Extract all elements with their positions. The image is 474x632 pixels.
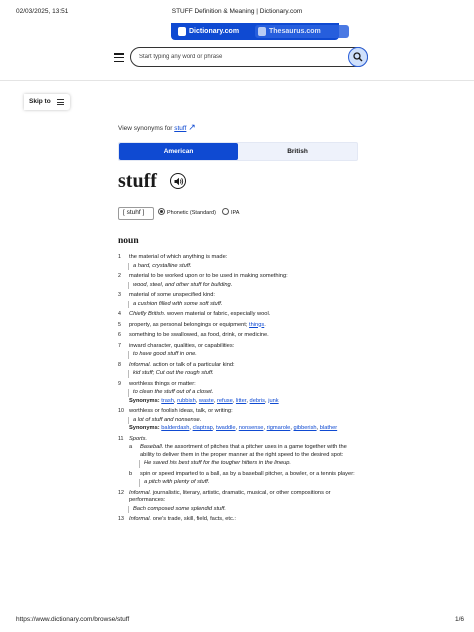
definition-text: property, as personal belongings or equipment; <box>129 321 250 328</box>
definition-punct: . <box>264 321 266 328</box>
definition-number: 9 <box>118 380 121 387</box>
print-footer <box>0 612 474 632</box>
definition-number: 8 <box>118 361 121 368</box>
definition-text: worthless things or matter: <box>129 380 196 387</box>
definition-body <box>129 362 358 378</box>
example-sentence: wood, steel, and other stuff for building. <box>128 282 358 290</box>
synonyms-row <box>129 398 358 406</box>
tab-thesaurus[interactable] <box>255 25 349 38</box>
synonyms-row <box>129 425 358 433</box>
example-sentence: kid stuff; Cut out the rough stuff. <box>128 370 358 378</box>
definition-number: 7 <box>118 342 121 349</box>
definition-item <box>118 292 358 308</box>
external-arrow-icon: ↗ <box>188 122 196 132</box>
synonym-link[interactable]: rigmarole <box>266 425 291 431</box>
search-button[interactable] <box>348 47 368 67</box>
definition-number: 11 <box>118 435 124 442</box>
view-synonyms <box>118 122 358 133</box>
radio-unselected-icon <box>222 208 229 215</box>
definition-number: 4 <box>118 311 121 317</box>
definition-item <box>118 311 358 319</box>
print-header <box>0 0 474 16</box>
separator: , <box>316 425 320 431</box>
synonym-link[interactable]: waste <box>198 397 214 404</box>
tab-dictionary-label: Dictionary.com <box>189 28 240 35</box>
synonym-link[interactable]: refuse <box>216 397 233 404</box>
separator: , <box>195 397 199 404</box>
print-timestamp: 02/03/2025, 13:51 <box>16 8 69 15</box>
synonym-link[interactable]: junk <box>268 397 279 404</box>
definition-link[interactable]: things <box>249 321 265 328</box>
synonym-link[interactable]: twaddle <box>215 425 236 431</box>
synonym-link[interactable]: rubbish <box>177 397 196 404</box>
print-page-number: 1/6 <box>454 616 464 623</box>
synonym-link[interactable]: debris <box>249 397 266 404</box>
definition-item <box>118 273 358 289</box>
part-of-speech: noun <box>118 236 139 246</box>
tab-british[interactable]: British <box>287 148 308 155</box>
definition-number: 2 <box>118 273 121 279</box>
definition-body <box>129 254 358 270</box>
separator: , <box>173 397 178 404</box>
definition-number: 13 <box>118 516 124 522</box>
synonym-link[interactable]: litter <box>235 397 247 404</box>
definition-item <box>118 408 358 433</box>
view-synonyms-link[interactable]: stuff <box>174 125 187 132</box>
definition-item <box>118 381 358 406</box>
view-synonyms-prefix: View synonyms for <box>118 125 175 132</box>
dictionary-logo-icon <box>178 27 186 36</box>
sub-definition <box>129 471 358 487</box>
example-sentence: Bach composed some splendid stuff. <box>128 506 358 514</box>
definition-item <box>118 362 358 378</box>
sub-definition-body <box>140 444 358 468</box>
example-sentence: to clean the stuff out of a closet. <box>128 389 358 397</box>
skip-to-label: Skip to <box>29 98 51 105</box>
separator: , <box>246 397 250 404</box>
headword: stuff <box>118 170 157 192</box>
usage-label: Informal. <box>129 516 152 522</box>
definition-body <box>129 311 358 319</box>
radio-ipa[interactable] <box>222 209 239 216</box>
radio-selected-icon <box>158 208 165 215</box>
definition-text: journalistic, literary, artistic, dramatic, musical, or other compositions or performances: <box>129 489 331 503</box>
definition-text: worthless or foolish ideas, talk, or writing: <box>129 408 233 414</box>
synonym-link[interactable]: nonsense <box>238 425 264 431</box>
thesaurus-logo-icon <box>258 27 266 36</box>
tab-dictionary[interactable] <box>175 25 239 38</box>
definition-item <box>118 436 358 487</box>
usage-label: Chiefly British. <box>129 311 166 317</box>
definition-body <box>129 322 358 330</box>
skip-to-button[interactable] <box>24 94 70 110</box>
definition-text: the assortment of pitches that a pitcher uses in a game together with the ability to deliver them in the proper manner at the right speed to the desired spot: <box>140 444 347 458</box>
tab-thesaurus-label: Thesaurus.com <box>269 28 321 35</box>
menu-icon[interactable] <box>114 53 124 62</box>
definition-number: 1 <box>118 254 121 260</box>
synonyms-label: Synonyms: <box>129 397 162 404</box>
definition-number: 6 <box>118 332 121 338</box>
example-sentence: a hard, crystalline stuff. <box>128 263 358 271</box>
radio-phonetic-label: Phonetic (Standard) <box>167 209 216 216</box>
radio-ipa-label: IPA <box>231 209 240 216</box>
separator: , <box>290 425 294 431</box>
example-sentence: a pitch with plenty of stuff. <box>139 479 358 487</box>
usage-label: Sports. <box>129 435 148 442</box>
definition-item <box>118 516 358 524</box>
search-icon <box>353 52 363 62</box>
synonym-link[interactable]: balderdash <box>161 425 190 431</box>
usage-label: Informal. <box>129 489 152 496</box>
definition-body <box>129 343 358 359</box>
definition-item <box>118 490 358 514</box>
sub-letter: a <box>129 444 133 450</box>
definition-number: 10 <box>118 408 124 414</box>
separator: , <box>232 397 236 404</box>
definition-body <box>129 490 358 514</box>
definition-body <box>129 273 358 289</box>
print-url: https://www.dictionary.com/browse/stuff <box>16 616 130 623</box>
separator: , <box>189 425 193 431</box>
synonym-link[interactable]: blather <box>319 425 338 431</box>
usage-label: Baseball. <box>140 444 164 450</box>
print-doc-title: STUFF Definition & Meaning | Dictionary.com <box>171 8 303 15</box>
search-bar <box>130 47 368 67</box>
definition-item <box>118 254 358 270</box>
definition-number: 3 <box>118 292 121 298</box>
audio-button[interactable] <box>170 173 186 189</box>
site-switcher <box>171 23 339 40</box>
definition-text: woven material or fabric, especially wool. <box>165 311 271 317</box>
sub-definition-body <box>140 471 358 487</box>
separator: , <box>263 425 267 431</box>
separator: , <box>212 425 216 431</box>
synonym-link[interactable]: claptrap <box>192 425 213 431</box>
definition-body <box>129 436 358 487</box>
usage-label: Informal. <box>129 361 152 368</box>
definition-body <box>129 516 358 524</box>
dialect-toggle <box>118 142 358 161</box>
site-header <box>24 23 450 79</box>
definition-text: something to be swallowed, as food, drink, or medicine. <box>129 332 269 338</box>
definition-item <box>118 322 358 330</box>
definition-item <box>118 343 358 359</box>
definition-number: 5 <box>118 321 121 328</box>
tab-american[interactable]: American <box>119 143 238 160</box>
synonym-link[interactable]: gibberish <box>293 425 317 431</box>
sub-definition <box>129 444 358 468</box>
example-sentence: He saved his best stuff for the tougher hitters in the lineup. <box>139 460 358 468</box>
definition-body <box>129 408 358 433</box>
definition-text: action or talk of a particular kind: <box>151 361 235 368</box>
speaker-icon <box>174 177 184 186</box>
synonyms-label: Synonyms: <box>129 425 162 431</box>
example-sentence: a lot of stuff and nonsense. <box>128 417 358 425</box>
definition-body <box>129 381 358 406</box>
definition-item <box>118 332 358 340</box>
definition-text: one's trade, skill, field, facts, etc.: <box>151 516 236 522</box>
sub-letter: b <box>129 470 133 477</box>
entry-content <box>118 122 358 522</box>
definition-list <box>118 254 358 527</box>
separator: , <box>235 425 239 431</box>
definition-number: 12 <box>118 489 124 496</box>
definition-text: inward character, qualities, or capabilities: <box>129 342 235 349</box>
list-icon <box>57 99 64 107</box>
definition-body <box>129 292 358 308</box>
header-divider <box>0 80 474 81</box>
separator: , <box>213 397 217 404</box>
definition-text: spin or speed imparted to a ball, as by a baseball pitcher, a bowler, or a tennis player: <box>140 470 355 477</box>
definition-text: the material of which anything is made: <box>129 254 228 260</box>
radio-phonetic[interactable] <box>158 209 216 216</box>
definition-text: material to be worked upon or to be used in making something: <box>129 273 288 279</box>
pronunciation: [ stuhf ] <box>123 209 145 216</box>
example-sentence: to have good stuff in one. <box>128 351 358 359</box>
separator: , <box>265 397 269 404</box>
definition-body <box>129 332 358 340</box>
example-sentence: a cushion filled with some soft stuff. <box>128 301 358 309</box>
search-input[interactable] <box>139 52 339 62</box>
synonym-link[interactable]: trash <box>161 397 174 404</box>
definition-text: material of some unspecified kind: <box>129 292 215 298</box>
